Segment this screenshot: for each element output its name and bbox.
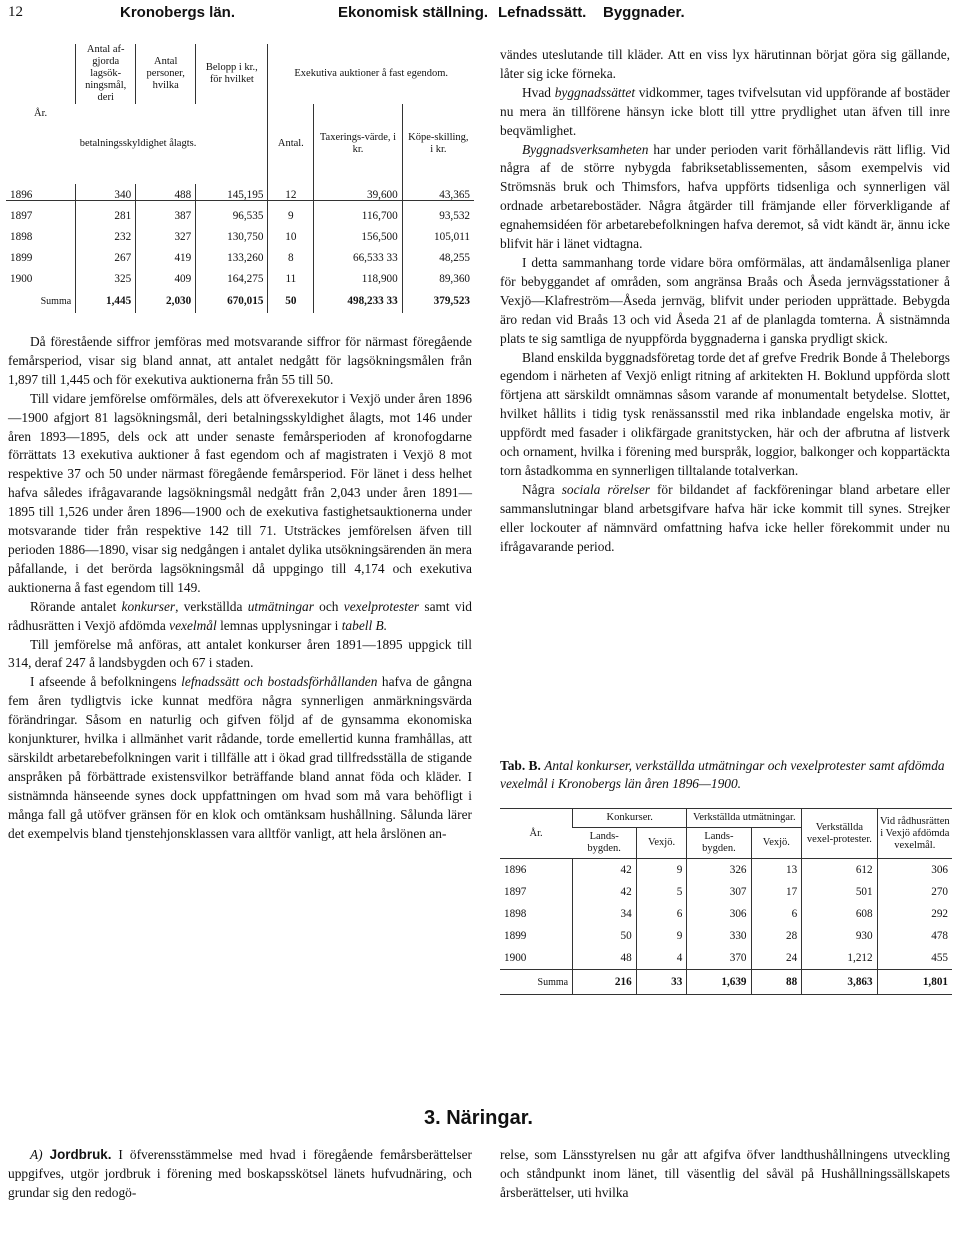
sum-mal: 1,445 [76,289,136,313]
table-a-col-year: År. [34,108,48,119]
text-run: lemnas upplysningar i [216,617,342,633]
sum-label: Summa [537,976,569,988]
text-run: A) [30,1147,50,1162]
table-row [500,859,952,882]
cell-belopp: 96,535 [196,205,268,226]
table-a-col-taxering: Taxerings-värde, i kr. [314,104,403,184]
cell-kope: 89,360 [402,268,474,289]
cell-year: 1899 [504,930,527,942]
cell-u-vexjo: 13 [751,859,802,882]
table-row [6,184,474,205]
sum-kope: 379,523 [402,289,474,313]
cell-u-vexjo: 17 [751,881,802,903]
cell-taxering: 116,700 [314,205,403,226]
sum-u-vexjo: 88 [751,970,802,995]
cell-u-vexjo: 28 [751,925,802,947]
cell-vexelmal: 270 [877,881,952,903]
sum-antal: 50 [268,289,314,313]
cell-u-landsbygden: 307 [687,881,751,903]
cell-k-landsbygden: 42 [573,881,637,903]
cell-antal: 12 [268,184,314,205]
sum-vexelprotester: 3,863 [802,970,877,995]
cell-vexelprotester: 608 [802,903,877,925]
table-row [500,881,952,903]
cell-mal: 232 [76,226,136,247]
sum-label: Summa [40,295,72,307]
sum-u-landsbygden: 1,639 [687,970,751,995]
cell-kope: 93,532 [402,205,474,226]
paragraph: Till vidare jemförelse omförmäles, dels att öfverexekutor i Vexjö under åren 1896—1900 afgjort 81 lagsökningsmål, deri betalningsskyldighet ålagts, mot 146 under åren 1893—1895, dels ock att under senaste femårsperioden af kronofogdarne förrättats 13 exekutiva auktioner å fast egendom och af magistraten i Vexjö 8 mot respektive 37 och 50 under närmast föregående femårsperiod. För länet i dess helhet hafva således ifrågavarande lagsökningsmål nedgått från 2,043 under åren 1891—1895 till 1,526 under åren 1896—1900 och de exekutiva fastighetsauktionerna under motsvarande tider från respektive 142 till 71. Utsträckes jemförelsen äfven till perioden 1886—1890, visar sig nedgången i antalet dylika utsökningsärenden än mera påfallande, i det berörda lagsökningsmål då uppgingo till 4,174 och exekutiva auktionerna å fast egendom till 149. [8,390,472,595]
cell-vexelprotester: 612 [802,859,877,882]
table-a-col-belopp: Belopp i kr., för hvilket [196,44,268,104]
header-section-lefnadssatt: Lefnadssätt. [498,4,587,21]
table-a-header-row [6,44,474,104]
text-run: Hvad [522,84,555,100]
text-run: I afseende å befolkningens [30,674,182,690]
page-number: 12 [8,4,23,20]
table-a [6,44,474,313]
table-row [6,205,474,226]
table-a-col-personer: Antal personer, hvilka [136,44,196,104]
text-run: byggnadssättet [554,84,636,100]
table-row [500,925,952,947]
cell-mal: 325 [76,268,136,289]
cell-taxering: 118,900 [314,268,403,289]
cell-mal: 281 [76,205,136,226]
cell-vexelprotester: 501 [802,881,877,903]
table-b-col-vexjo: Vexjö. [636,828,687,859]
cell-vexelmal: 478 [877,925,952,947]
cell-year: 1897 [504,886,527,898]
cell-year: 1898 [504,908,527,920]
text-run: I öfverensstämmelse med hvad i föregående femårsberättelser uppgifves, utgör jordbruk i förening med boskapsskötsel länets hufvudnäring, och grundar sig den redogö- [8,1147,472,1200]
text-run: Rörande antalet [30,598,122,614]
text-run: Några [522,481,562,497]
cell-belopp: 164,275 [196,268,268,289]
paragraph [500,141,950,254]
table-a-col-kope: Köpe-skilling, i kr. [402,104,474,184]
text-run: har under perioden varit förhållandevis rätt liflig. Vid några af de större nybygda fabriksetablissementen, såsom exempelvis vid Strömsnäs bruk och Thimsfors, hafva uppförts tidsenliga och synnerligen väl ordnade arbetarebostäder. Några åtgärder till främjande eller förverkligande af egnahemsidéen för arbetarebefolkningen hafva deremot, så vidt kändt är, ännu icke blifvit här i länet vidtagna. [500,141,950,252]
cell-k-landsbygden: 50 [573,925,637,947]
cell-k-landsbygden: 34 [573,903,637,925]
cell-year: 1896 [504,864,527,876]
cell-k-vexjo: 9 [636,925,687,947]
paragraph: Till jemförelse må anföras, att antalet konkurser åren 1891—1895 uppgick till 314, deraf 247 å landsbygden och 67 i staden. [8,636,472,671]
text-run: Byggnadsverksamheten [522,141,649,157]
cell-kope: 48,255 [402,247,474,268]
table-a-header-row-2 [6,104,474,184]
cell-year: 1900 [10,272,33,285]
table-a-col-mal: Antal af-gjorda lagsök-ningsmål, deri [76,44,136,104]
cell-u-landsbygden: 370 [687,947,751,970]
cell-vexelmal: 455 [877,947,952,970]
cell-mal: 340 [76,184,136,205]
sum-personer: 2,030 [136,289,196,313]
table-b-label: Tab. B. [500,758,541,773]
cell-personer: 488 [136,184,196,205]
paragraph: relse, som Länsstyrelsen nu går att afgifva öfver landthushållningens utveckling och ståndpunkt inom länet, till väsentlig del såväl på Hushållningssällskapets årsberättelser, uti hvilka [500,1147,950,1200]
text-run: Jordbruk. [49,1147,112,1162]
paragraph [500,84,950,141]
table-b-col-utmatningar: Verkställda utmätningar. [687,809,802,828]
table-b [500,808,952,995]
cell-personer: 419 [136,247,196,268]
table-row [6,268,474,289]
cell-belopp: 145,195 [196,184,268,205]
right-column-text [500,46,950,556]
table-a-rule [6,200,474,201]
cell-kope: 105,011 [402,226,474,247]
text-run: tabell B. [341,617,388,633]
cell-antal: 10 [268,226,314,247]
table-b-sum-row [500,970,952,995]
text-run: för bildandet af fackföreningar bland arbetare eller sammanslutningar bland arbetsgifvare hafva här icke kommit till synes. Strejker eller lockouter af nämnvärd omfattning hafva icke heller förekommit under nu ifrågavarande period. [500,481,951,554]
cell-mal: 267 [76,247,136,268]
cell-belopp: 130,750 [196,226,268,247]
table-b-col-landsbygden: Lands-bygden. [573,828,637,859]
cell-vexelprotester: 1,212 [802,947,877,970]
table-a-col-betalning: betalningsskyldighet ålagts. [79,138,197,149]
paragraph [8,673,472,843]
text-run: samt vid rådhusrätten i Vexjö afdömda [8,598,472,633]
cell-u-vexjo: 24 [751,947,802,970]
region-title: Kronobergs län. [120,4,236,21]
sum-belopp: 670,015 [196,289,268,313]
cell-year: 1900 [504,952,527,964]
cell-k-landsbygden: 48 [573,947,637,970]
text-run: vexelprotester [343,598,420,614]
table-b-col-year: År. [529,827,543,839]
text-run: vidkommer, tages tvifvelsutan vid uppförande af bostäder nu mera än tillförene hänsyn icke blott till yttre prydlighet utan äfven till inre beqvämlighet. [500,84,950,138]
cell-u-landsbygden: 306 [687,903,751,925]
cell-year: 1899 [10,251,33,264]
header-section-byggnader: Byggnader. [603,4,685,21]
text-run: lefnadssätt och bostadsförhållanden [181,674,378,690]
cell-k-vexjo: 6 [636,903,687,925]
cell-vexelprotester: 930 [802,925,877,947]
cell-year: 1898 [10,230,33,243]
sum-taxering: 498,233 33 [314,289,403,313]
table-b-caption [500,757,950,793]
sum-k-vexjo: 33 [636,970,687,995]
cell-taxering: 39,600 [314,184,403,205]
text-run: konkurser [121,598,176,614]
paragraph: Då förestående siffror jemföras med motsvarande siffror för närmast föregående femårsperiod, visar sig bland annat, att antalet nedgått för lagsökningsmålen från 1,897 till 1,445 och för exekutiva auktionerna från 55 till 50. [8,334,472,387]
cell-vexelmal: 292 [877,903,952,925]
cell-k-vexjo: 4 [636,947,687,970]
cell-personer: 387 [136,205,196,226]
paragraph [500,481,950,557]
cell-k-vexjo: 5 [636,881,687,903]
cell-year: 1897 [10,209,33,222]
cell-antal: 9 [268,205,314,226]
table-row [500,903,952,925]
paragraph [8,598,472,636]
header-section-ekonomi: Ekonomisk ställning. [338,4,489,21]
cell-u-landsbygden: 326 [687,859,751,882]
cell-year: 1896 [10,188,33,201]
section-title: 3. Näringar. [424,1107,533,1129]
cell-vexelmal: 306 [877,859,952,882]
table-row [6,226,474,247]
cell-kope: 43,365 [402,184,474,205]
text-run: utmätningar [247,598,314,614]
sum-k-landsbygden: 216 [573,970,637,995]
bottom-left-text [8,1145,472,1202]
text-run: vexelmål [169,617,217,633]
cell-k-vexjo: 9 [636,859,687,882]
table-b-col-landsbygden: Lands-bygden. [687,828,751,859]
sum-vexelmal: 1,801 [877,970,952,995]
paragraph: vändes uteslutande till kläder. Att en viss lyx härutinnan börjat göra sig gällande, låter sig icke förneka. [500,47,950,81]
table-a-col-antal: Antal. [268,104,314,184]
table-b-title: Antal konkurser, verkställda utmätningar och vexelprotester samt afdömda vexelmål i Kronobergs län åren 1896—1900. [500,758,945,791]
text-run: , verkställda [175,598,248,614]
cell-personer: 327 [136,226,196,247]
page-header [8,4,952,26]
left-column-text [8,333,472,843]
text-run: hafva de gångna fem åren tydligtvis icke kunnat medföra några synnerligen anmärkningsvärda förändringar. Såsom en naturlig och gifven följd af de gynsamma ekonomiska konjunkturer, hvilka i allmänhet varit rådande, torde emellertid kunna framhållas, att särskildt arbetarebefolkningen varit i tillfälle att i ökad grad tillfredsställa de stigande anspråken på förbättrade existensvilkor beträffande bland annat föda och kläder. I sistnämnda hänseende synes dock uppfattningen om hvad som må vara behöfligt i många fall gå utöfver gränsen för en klok och omtänksam hushållning. Sålunda lärer det exempelvis bland tjenstehjonsklassen vara alltför vanligt, att hela årslönen an- [8,674,472,841]
table-b-header-row [500,809,952,828]
table-b-col-vexjo: Vexjö. [751,828,802,859]
table-a-col-exekutiva: Exekutiva auktioner å fast egendom. [268,44,474,104]
cell-taxering: 66,533 33 [314,247,403,268]
table-b-col-konkurser: Konkurser. [573,809,687,828]
cell-u-vexjo: 6 [751,903,802,925]
cell-antal: 11 [268,268,314,289]
table-b-col-vexelprotester: Verkställda vexel-protester. [802,809,877,859]
cell-k-landsbygden: 42 [573,859,637,882]
paragraph: I detta sammanhang torde vidare böra omförmälas, att ändamålsenliga planer för bebyggandet af områden, som angränsa Braås och Åseda jernvägsstationer å Vexjö—Klafreström—Åseda jernväg, blifvit under perioden upprättade. Bebygda äro redan vid Braås 13 och vid Åseda 21 af de planlagda tomterna. Å sistnämnda plats te sig samtliga de nyuppförda byggnaderna i ganska prydligt skick. [500,254,950,346]
table-row [500,947,952,970]
cell-u-landsbygden: 330 [687,925,751,947]
table-b-col-radhusratten: Vid rådhusrätten i Vexjö afdömda vexelmål. [877,809,952,859]
paragraph: Bland enskilda byggnadsföretag torde det af grefve Fredrik Bonde å Theleborgs egendom i närheten af Vexjö enligt ritning af arkitekten H. Boklund uppförda slott förtjena att särskildt omnämnas såsom varande af monumentalt betydelse. Slottet, hvilket hållits i tidig tysk renässansstil med rika inblandade engelska motiv, är uppfördt med fasader i olikfärgade granitstycken, här och der afbrutna af listverk och ornament, hvilka i förening med burspråk, loggior, balkonger och koppartäckta torn åstadkomma en synnerligen tilltalande totalverkan. [500,349,950,478]
table-row [6,247,474,268]
paragraph [8,1145,472,1202]
cell-belopp: 133,260 [196,247,268,268]
table-a-sum-row [6,289,474,313]
cell-antal: 8 [268,247,314,268]
text-run: och [313,598,344,614]
cell-personer: 409 [136,268,196,289]
text-run: sociala rörelser [561,481,650,497]
cell-taxering: 156,500 [314,226,403,247]
bottom-right-text [500,1145,950,1202]
